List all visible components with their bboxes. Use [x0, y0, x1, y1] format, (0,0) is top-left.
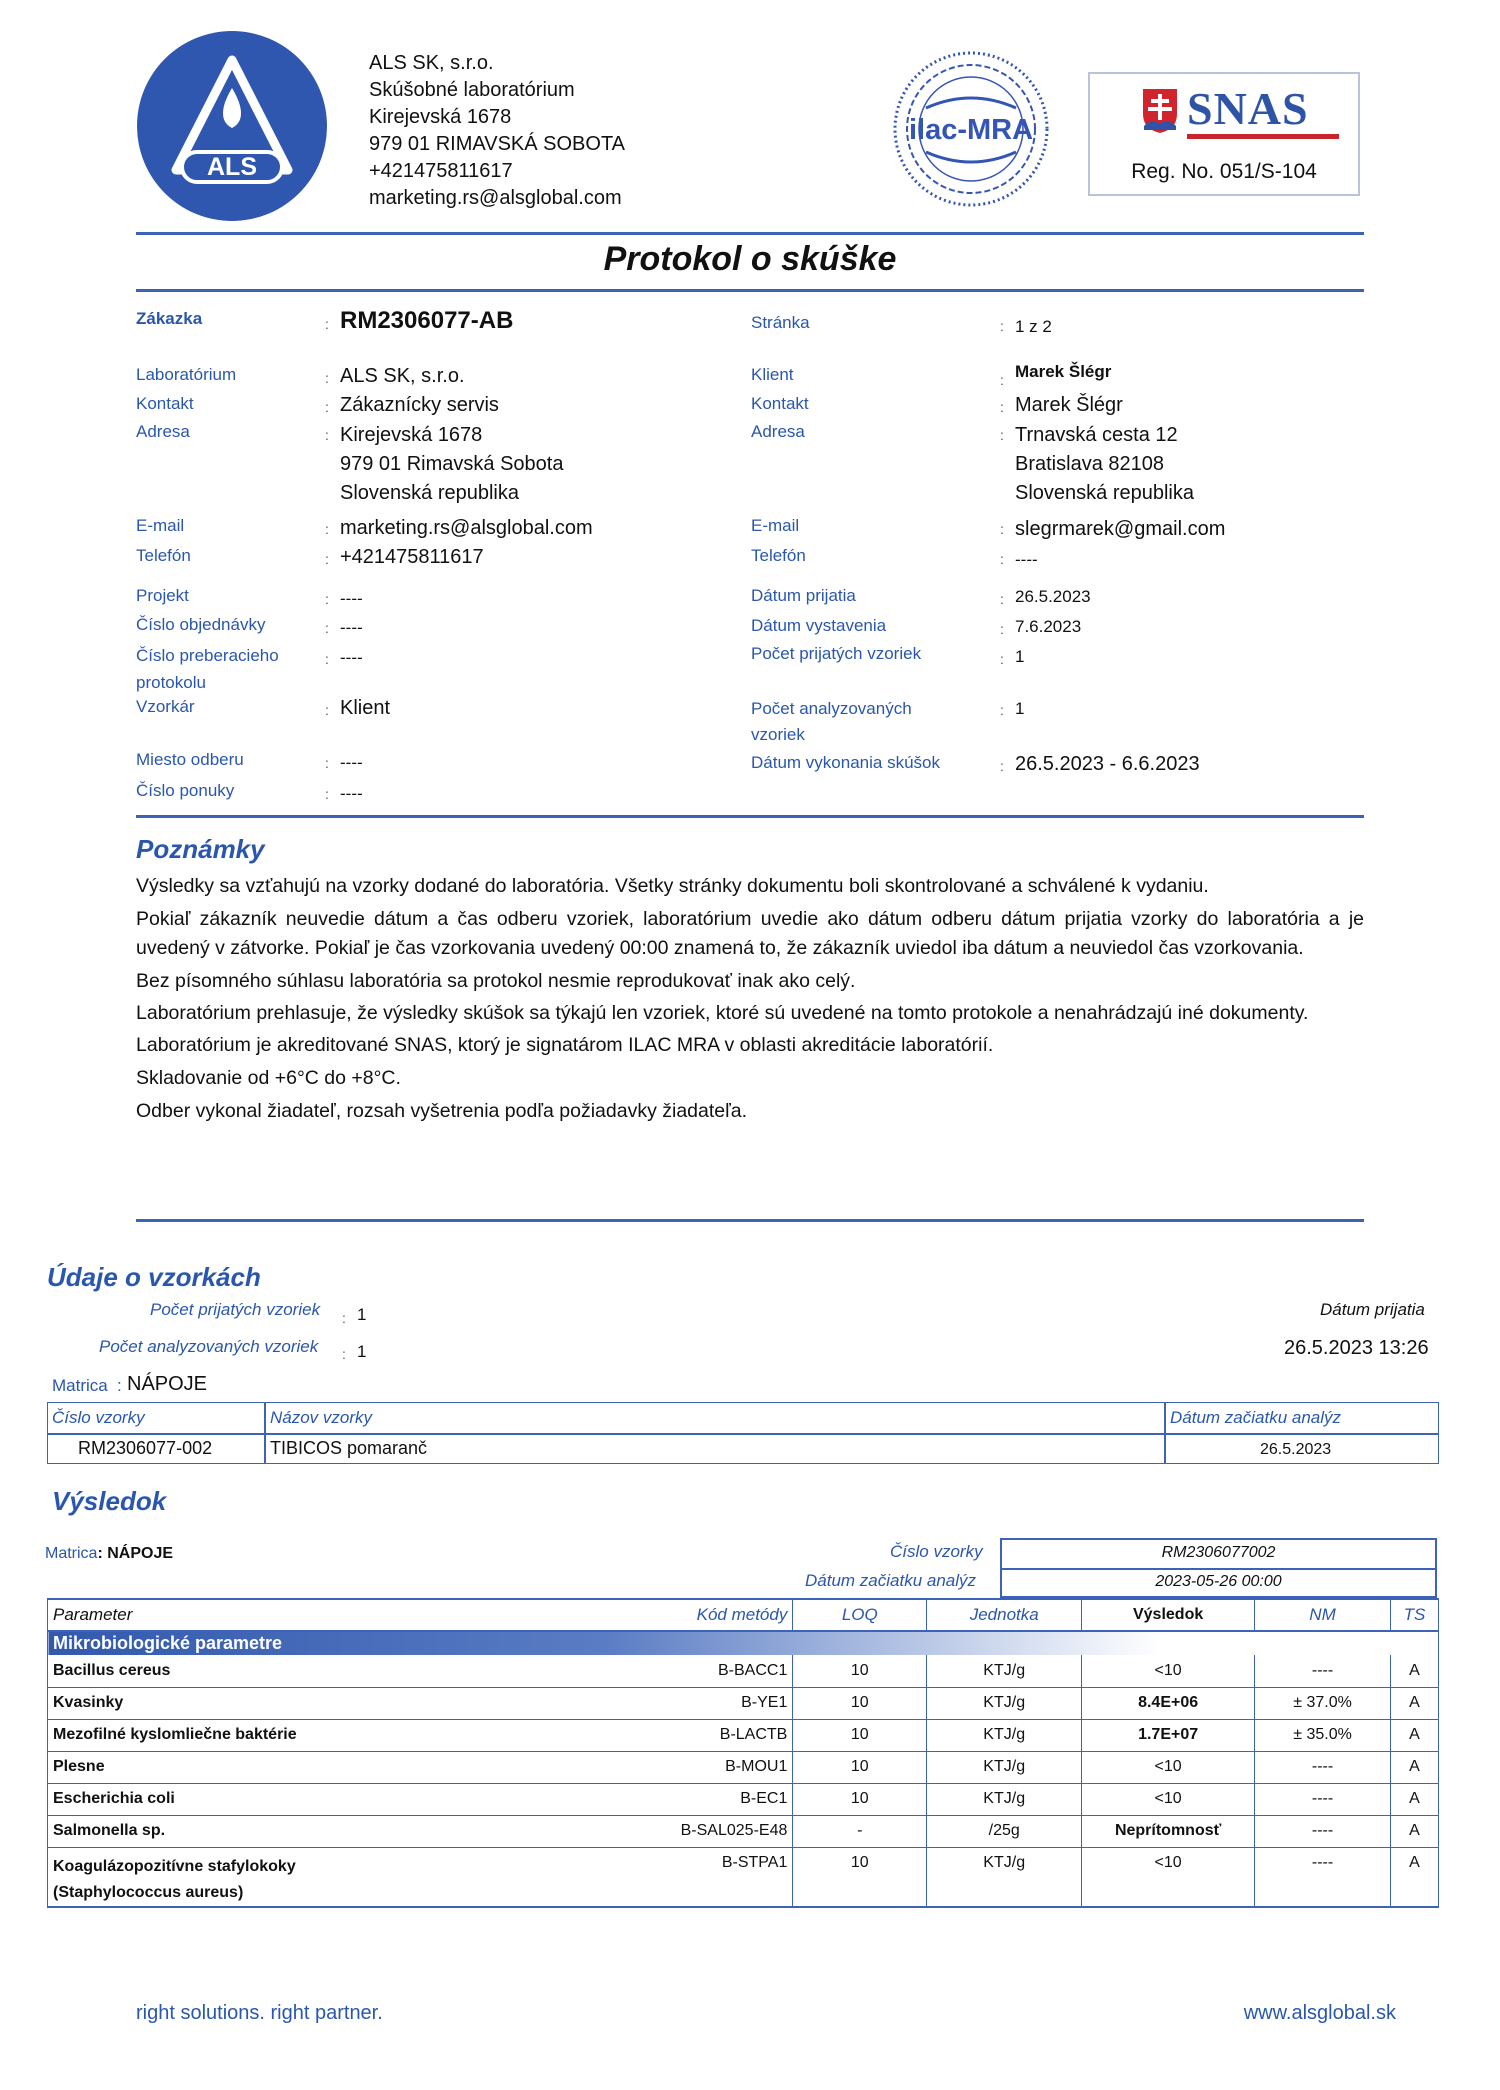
- preb-label-2: protokolu: [136, 673, 206, 692]
- colon: :: [1000, 651, 1004, 667]
- result-cislo-value: RM2306077002: [1161, 1544, 1276, 1561]
- lab-dept: Skúšobné laboratórium: [369, 79, 575, 101]
- sample-start: 26.5.2023: [1260, 1441, 1332, 1458]
- table-row: [48, 1847, 1439, 1907]
- projekt-value: ----: [340, 589, 363, 608]
- analyz-value: 1: [1015, 699, 1025, 718]
- samples-datum-label: Dátum prijatia: [1320, 1300, 1425, 1319]
- notes-rule: [136, 1219, 1364, 1222]
- param-ts: A: [1390, 1847, 1438, 1907]
- param-vysledok: <10: [1082, 1783, 1255, 1815]
- notes-heading: Poznámky: [136, 834, 265, 864]
- zakazka-label: Zákazka: [136, 309, 203, 328]
- lab-email: marketing.rs@alsglobal.com: [369, 187, 622, 209]
- colon: :: [342, 1346, 346, 1362]
- stranka-label: Stránka: [751, 313, 810, 332]
- param-kod: B-MOU1: [577, 1751, 793, 1783]
- param-jednotka: KTJ/g: [927, 1719, 1082, 1751]
- param-loq: 10: [793, 1847, 927, 1907]
- note-4: Laboratórium prehlasuje, že výsledky skúšok sa týkajú len vzoriek, ktoré sú uvedené na tomto protokole a nenahrádzajú iné dokumenty.: [136, 1002, 1309, 1024]
- lab-label: Laboratórium: [136, 365, 237, 384]
- param-name: Plesne: [48, 1751, 578, 1783]
- vystavenie-label: Dátum vystavenia: [751, 616, 887, 635]
- param-vysledok: <10: [1082, 1847, 1255, 1907]
- obj-value: ----: [340, 618, 363, 637]
- colon: :: [1000, 372, 1004, 388]
- colon: :: [325, 370, 329, 386]
- samples-analyz-value: 1: [357, 1342, 367, 1361]
- param-ts: A: [1390, 1815, 1438, 1847]
- email-label: E-mail: [136, 516, 185, 535]
- th-jednotka: Jednotka: [927, 1599, 1082, 1631]
- prijatych-label: Počet prijatých vzoriek: [751, 644, 922, 663]
- param-nm: ----: [1255, 1783, 1391, 1815]
- colon: :: [325, 551, 329, 567]
- note-1: Výsledky sa vzťahujú na vzorky dodané do laboratória. Všetky stránky dokumentu boli skontrolované a schválené k vydaniu.: [136, 875, 1209, 897]
- colon: :: [1000, 702, 1004, 718]
- prijatie-value: 26.5.2023: [1015, 587, 1091, 606]
- note-2: Pokiaľ zákazník neuvedie dátum a čas odberu vzoriek, laboratórium uvedie ako dátum odberu dátum prijatia vzorky do laboratória a je uvedený v zátvorke. Pokiaľ je čas vzorkovania uvedený 00:00 znamená to, že zákazník uviedol iba dátum a neuviedol čas vzorkovania.: [136, 908, 1364, 959]
- param-name: Kvasinky: [48, 1687, 578, 1719]
- kadresa-line3: Slovenská republika: [1015, 482, 1194, 504]
- ponuka-label: Číslo ponuky: [136, 781, 235, 800]
- ktel-label: Telefón: [751, 546, 806, 565]
- colon: :: [1000, 551, 1004, 567]
- miesto-value: ----: [340, 753, 363, 772]
- param-kod: B-YE1: [577, 1687, 793, 1719]
- vystavenie-value: 7.6.2023: [1015, 617, 1082, 636]
- param-loq: 10: [793, 1783, 927, 1815]
- zakazka-value: RM2306077-AB: [340, 307, 514, 334]
- param-name-line1: Koagulázopozitívne stafylokoky: [53, 1857, 296, 1875]
- colon: :: [325, 755, 329, 771]
- result-matrica-label: [45, 1545, 173, 1563]
- table-row: [48, 1719, 1439, 1751]
- lab-phone: +421475811617: [369, 160, 513, 182]
- param-vysledok: 8.4E+06: [1082, 1687, 1255, 1719]
- param-kod: B-STPA1: [577, 1847, 793, 1907]
- colon: :: [325, 651, 329, 667]
- sample-cislo: RM2306077-002: [78, 1438, 213, 1458]
- result-cislo-label: Číslo vzorky: [890, 1542, 983, 1561]
- colon: :: [325, 702, 329, 718]
- param-jednotka: KTJ/g: [927, 1751, 1082, 1783]
- param-jednotka: /25g: [927, 1815, 1082, 1847]
- klient-label: Klient: [751, 365, 794, 384]
- result-datum-label: Dátum začiatku analýz: [805, 1571, 977, 1590]
- results-table: [47, 1598, 1439, 1908]
- group-label: Mikrobiologické parametre: [48, 1631, 1439, 1655]
- result-matrica-colon: :: [97, 1545, 103, 1562]
- snas-reg-no: Reg. No. 051/S-104: [1131, 160, 1317, 183]
- lab-name: ALS SK, s.r.o.: [369, 52, 494, 74]
- kkontakt-label: Kontakt: [751, 394, 809, 413]
- prijatych-value: 1: [1015, 647, 1025, 666]
- th-ts: TS: [1390, 1599, 1438, 1631]
- param-vysledok: <10: [1082, 1655, 1255, 1687]
- matrica-value: NÁPOJE: [127, 1373, 208, 1395]
- header-rule-bottom: [136, 289, 1364, 292]
- result-matrica-label-text: Matrica: [45, 1545, 98, 1562]
- colon: :: [325, 399, 329, 415]
- th-loq: LOQ: [793, 1599, 927, 1631]
- colon: :: [342, 1310, 346, 1326]
- param-nm: ----: [1255, 1751, 1391, 1783]
- colon: :: [1000, 621, 1004, 637]
- param-nm: ± 35.0%: [1255, 1719, 1391, 1751]
- tel-label: Telefón: [136, 546, 191, 565]
- col-cislo-vzorky: Číslo vzorky: [52, 1408, 145, 1427]
- param-nm: ± 37.0%: [1255, 1687, 1391, 1719]
- param-kod: B-BACC1: [577, 1655, 793, 1687]
- param-name: [48, 1847, 578, 1907]
- obj-label: Číslo objednávky: [136, 615, 266, 634]
- samples-prijatych-value: 1: [357, 1305, 367, 1324]
- param-ts: A: [1390, 1655, 1438, 1687]
- lab-value: ALS SK, s.r.o.: [340, 365, 465, 387]
- slovak-emblem-icon: [1140, 86, 1180, 136]
- results-header-row: [48, 1599, 1439, 1631]
- param-name: Escherichia coli: [48, 1783, 578, 1815]
- colon: :: [1000, 591, 1004, 607]
- kadresa-line2: Bratislava 82108: [1015, 453, 1164, 475]
- sample-table-divider: [1164, 1403, 1166, 1463]
- adresa-line3: Slovenská republika: [340, 482, 519, 504]
- col-datum-analyz: Dátum začiatku analýz: [1170, 1408, 1342, 1427]
- param-kod: B-SAL025-E48: [577, 1815, 793, 1847]
- param-vysledok: <10: [1082, 1751, 1255, 1783]
- result-box-divider: [1002, 1568, 1435, 1570]
- vykonania-label: Dátum vykonania skúšok: [751, 753, 940, 772]
- param-ts: A: [1390, 1783, 1438, 1815]
- th-nm: NM: [1255, 1599, 1391, 1631]
- group-row: [48, 1631, 1439, 1655]
- matrica-colon: :: [117, 1376, 122, 1395]
- th-parameter: Parameter: [48, 1599, 578, 1631]
- als-logo: [136, 30, 328, 222]
- note-7: Odber vykonal žiadateľ, rozsah vyšetrenia podľa požiadavky žiadateľa.: [136, 1100, 748, 1122]
- param-jednotka: KTJ/g: [927, 1847, 1082, 1907]
- tel-value: +421475811617: [340, 546, 484, 568]
- param-kod: B-LACTB: [577, 1719, 793, 1751]
- param-jednotka: KTJ/g: [927, 1783, 1082, 1815]
- param-vysledok: Neprítomnosť: [1082, 1815, 1255, 1847]
- samples-analyz-label: Počet analyzovaných vzoriek: [99, 1337, 319, 1356]
- colon: :: [1000, 427, 1004, 443]
- lab-street: Kirejevská 1678: [369, 106, 512, 128]
- table-row: [48, 1815, 1439, 1847]
- colon: :: [325, 591, 329, 607]
- adresa-label: Adresa: [136, 422, 190, 441]
- result-matrica-value: NÁPOJE: [107, 1545, 174, 1562]
- colon: :: [325, 786, 329, 802]
- lab-city: 979 01 RIMAVSKÁ SOBOTA: [369, 133, 626, 155]
- preb-label-1: Číslo preberacieho: [136, 646, 279, 665]
- snas-underline: [1187, 134, 1339, 139]
- param-name: Salmonella sp.: [48, 1815, 578, 1847]
- snas-logo-text: SNAS: [1187, 83, 1309, 134]
- kontakt-label: Kontakt: [136, 394, 194, 413]
- param-name-line2: (Staphylococcus aureus): [53, 1883, 244, 1901]
- param-nm: ----: [1255, 1847, 1391, 1907]
- analyz-label-1: Počet analyzovaných: [751, 699, 912, 718]
- param-ts: A: [1390, 1687, 1438, 1719]
- sample-table-divider: [48, 1433, 1438, 1435]
- kadresa-label: Adresa: [751, 422, 805, 441]
- miesto-label: Miesto odberu: [136, 750, 244, 769]
- vzorkar-value: Klient: [340, 697, 391, 719]
- param-nm: ----: [1255, 1655, 1391, 1687]
- table-row: [48, 1687, 1439, 1719]
- colon: :: [1000, 318, 1004, 334]
- samples-prijatych-label: Počet prijatých vzoriek: [150, 1300, 321, 1319]
- table-row: [48, 1655, 1439, 1687]
- header-rule-top: [136, 232, 1364, 235]
- note-6: Skladovanie od +6°C do +8°C.: [136, 1067, 401, 1089]
- sample-nazov: TIBICOS pomaranč: [270, 1438, 428, 1458]
- samples-datum-value: 26.5.2023 13:26: [1284, 1337, 1429, 1359]
- param-name: Mezofilné kyslomliečne baktérie: [48, 1719, 578, 1751]
- colon: :: [325, 316, 329, 332]
- prijatie-label: Dátum prijatia: [751, 586, 856, 605]
- result-datum-value: 2023-05-26 00:00: [1155, 1573, 1282, 1590]
- param-vysledok: 1.7E+07: [1082, 1719, 1255, 1751]
- kemail-label: E-mail: [751, 516, 800, 535]
- adresa-line1: Kirejevská 1678: [340, 424, 483, 446]
- param-loq: 10: [793, 1655, 927, 1687]
- sample-table-divider: [264, 1403, 266, 1463]
- ilac-logo-text: ilac-MRA: [908, 114, 1034, 146]
- colon: :: [1000, 399, 1004, 415]
- param-ts: A: [1390, 1719, 1438, 1751]
- ktel-value: ----: [1015, 550, 1038, 569]
- colon: :: [1000, 521, 1004, 537]
- table-row: [48, 1783, 1439, 1815]
- th-kod: Kód metódy: [577, 1599, 793, 1631]
- email-value: marketing.rs@alsglobal.com: [340, 517, 593, 539]
- param-kod: B-EC1: [577, 1783, 793, 1815]
- param-loq: -: [793, 1815, 927, 1847]
- klient-value: Marek Šlégr: [1015, 362, 1112, 381]
- vzorkar-label: Vzorkár: [136, 697, 195, 716]
- result-heading: Výsledok: [52, 1486, 167, 1516]
- ilac-mra-logo: [890, 48, 1052, 210]
- snas-badge: [1088, 72, 1360, 196]
- note-5: Laboratórium je akreditované SNAS, ktorý je signatárom ILAC MRA v oblasti akreditácie laboratórií.: [136, 1034, 994, 1056]
- param-name: Bacillus cereus: [48, 1655, 578, 1687]
- lab-address: [369, 50, 625, 212]
- info-rule: [136, 815, 1364, 818]
- stranka-value: 1 z 2: [1015, 317, 1052, 336]
- page-title: Protokol o skúške: [603, 240, 897, 278]
- param-ts: A: [1390, 1751, 1438, 1783]
- param-nm: ----: [1255, 1815, 1391, 1847]
- colon: :: [325, 620, 329, 636]
- samples-heading: Údaje o vzorkách: [47, 1262, 261, 1292]
- param-loq: 10: [793, 1719, 927, 1751]
- colon: :: [325, 427, 329, 443]
- als-logo-text: ALS: [207, 153, 257, 181]
- colon: :: [1000, 758, 1004, 774]
- col-nazov-vzorky: Názov vzorky: [270, 1408, 373, 1427]
- vykonania-value: 26.5.2023 - 6.6.2023: [1015, 753, 1200, 775]
- footer-slogan: right solutions. right partner.: [136, 2002, 383, 2024]
- table-row: [48, 1751, 1439, 1783]
- param-jednotka: KTJ/g: [927, 1687, 1082, 1719]
- matrica-label: Matrica: [52, 1376, 108, 1395]
- footer-website-link[interactable]: www.alsglobal.sk: [1243, 2002, 1396, 2024]
- kontakt-value: Zákaznícky servis: [340, 394, 499, 416]
- param-jednotka: KTJ/g: [927, 1655, 1082, 1687]
- kemail-value: slegrmarek@gmail.com: [1015, 518, 1226, 540]
- projekt-label: Projekt: [136, 586, 189, 605]
- adresa-line2: 979 01 Rimavská Sobota: [340, 453, 564, 475]
- note-3: Bez písomného súhlasu laboratória sa protokol nesmie reprodukovať inak ako celý.: [136, 970, 856, 992]
- analyz-label-2: vzoriek: [751, 725, 805, 744]
- notes-body: [136, 872, 1364, 1130]
- kkontakt-value: Marek Šlégr: [1015, 394, 1123, 416]
- colon: :: [325, 521, 329, 537]
- preb-value: ----: [340, 648, 363, 667]
- th-vysledok: Výsledok: [1082, 1599, 1255, 1631]
- param-loq: 10: [793, 1687, 927, 1719]
- sample-table: [47, 1402, 1439, 1464]
- param-loq: 10: [793, 1751, 927, 1783]
- kadresa-line1: Trnavská cesta 12: [1015, 424, 1178, 446]
- ponuka-value: ----: [340, 784, 363, 803]
- result-sample-box: [1000, 1538, 1437, 1598]
